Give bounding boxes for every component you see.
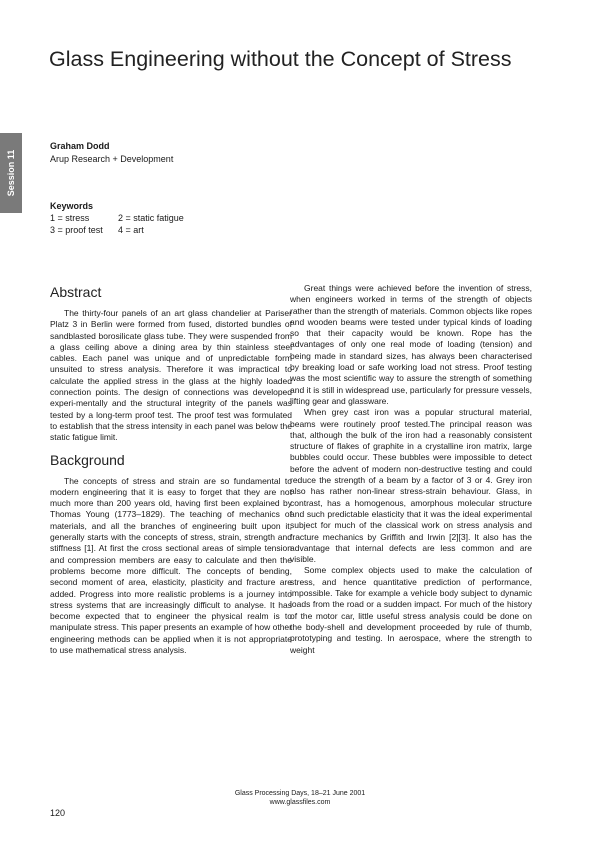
session-tab-label: Session 11 xyxy=(6,149,16,197)
keywords-heading: Keywords xyxy=(50,201,94,211)
keywords-row xyxy=(50,212,184,224)
page-number: 120 xyxy=(50,808,66,818)
right-column xyxy=(290,283,532,656)
body-paragraph: Great things were achieved before the invention of stress, when engineers worked in terms of the strength of objects rather than the strength of materials. Common objects like ropes and wooden beams were tested under typical kinds of loading so that their capacity would be known. Rope has the advantages of only one real mode of loading (tension) and being made in standard sizes, has always been characterised by breaking load or safe working load not stress. Proof testing was the most scientific way to assure the strength of something and it is still in widespread use, particularly for pressure vessels, lifting gear and glassware. xyxy=(290,283,532,406)
author-name: Graham Dodd xyxy=(50,141,110,151)
abstract-heading: Abstract xyxy=(50,284,102,300)
footer-website: www.glassfiles.com xyxy=(269,798,331,806)
paper-title: Glass Engineering without the Concept of Stress xyxy=(49,47,512,71)
author-affiliation: Arup Research + Development xyxy=(50,154,174,164)
keywords-row xyxy=(50,224,184,236)
footer-info xyxy=(0,790,600,807)
author-block xyxy=(50,140,173,166)
keywords-block xyxy=(50,200,184,236)
footer-conference: Glass Processing Days, 18–21 June 2001 xyxy=(234,790,366,797)
keyword-item: 4 = art xyxy=(118,225,144,235)
abstract-paragraph: The thirty-four panels of an art glass chandelier at Pariser Platz 3 in Berlin were formed from fused, distorted bundles of sandblasted borosilicate glass tube. They were suspended from a glass ceiling above a dining area by thin stainless steel cables. Each panel was unique and of unpredictable form unsuited to stress analysis. Therefore it was impractical to calculate the applied stress in the glass at the highly loaded connection points. The design of connections was developed experi-mentally and the structural integrity of the panels was tested by a long-term proof test. The proof test was formulated to establish that the stress intensity in each panel was below the static fatigue limit. xyxy=(50,308,292,443)
body-paragraph: When grey cast iron was a popular structural material, beams were routinely proof tested.The principal reason was that, although the bulk of the iron had a reasonably consistent structure of flakes of graphite in a crystalline iron matrix, large bubbles could occur. These bubbles were impossible to detect before the advent of modern non-destructive testing and could reduce the strength of a beam by a factor of 3 or 4. Grey iron also has rather non-linear stress-strain behaviour. Glass, in contrast, has a homogenous, amorphous molecular structure and such predictable elasticity that it was the ideal experimental subject for much of the classical work on stress analysis and fracture mechanics by Griffith and Irwin [2][3]. It also has the advantage that internal defects are less common and are visible. xyxy=(290,407,532,565)
keyword-item: 3 = proof test xyxy=(50,225,103,235)
left-column xyxy=(50,283,292,656)
body-paragraph: Some complex objects used to make the calculation of stress, and hence quantitative prediction of performance, impossible. Take for example a vehicle body subject to dynamic loads from the road or a sudden impact. For much of the history of the motor car, little useful stress analysis could be done on the body-shell and development proceeded by rule of thumb, prototyping and testing. In aerospace, where the strength to weight xyxy=(290,565,532,655)
background-paragraph: The concepts of stress and strain are so fundamental to modern engineering that it is easy to forget that they are not much more than 200 years old, having first been explained by Thomas Young (1773–1829). The teaching of mechanics of materials, and all the branches of engineering built upon it, generally starts with the concepts of stress, strain, strength and stiffness [1]. At first the cross sectional areas of simple tension and compression members are easy to calculate and then the problems become more difficult. The concepts of bending, second moment of area, elasticity, plasticity and fracture are added. Progress into more realistic problems is a journey into stress systems that are increasingly difficult to analyse. It has become expected that to engineer the physical realm is to manipulate stress. This paper presents an example of how other engineering methods can be applied when it is not appropriate to use mathematical stress analysis. xyxy=(50,475,292,656)
keyword-item: 2 = static fatigue xyxy=(118,213,184,223)
background-heading: Background xyxy=(50,451,125,468)
keyword-item: 1 = stress xyxy=(50,213,90,223)
